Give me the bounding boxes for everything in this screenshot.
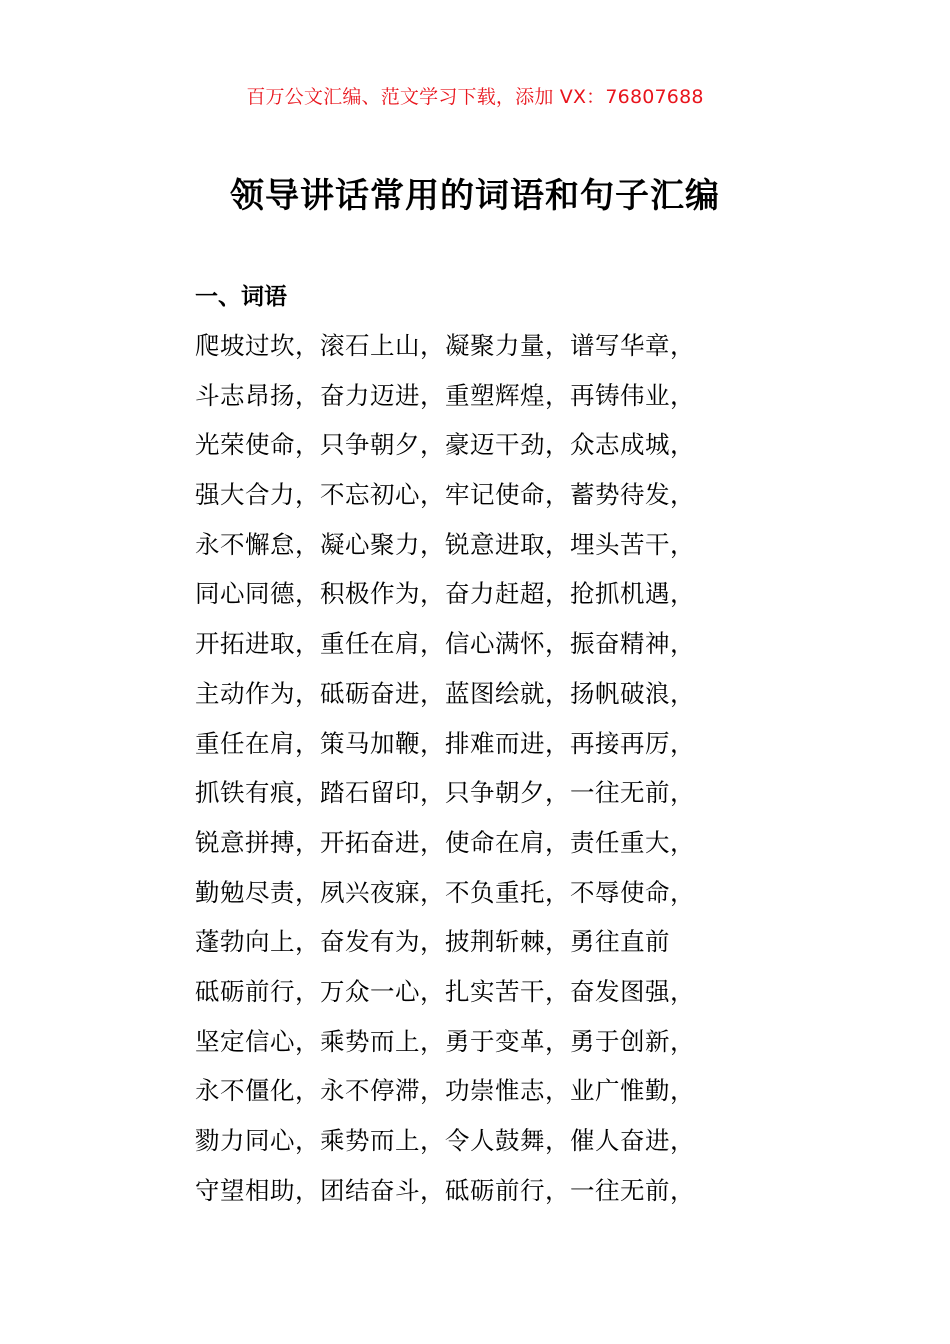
phrase-line: 锐意拼搏，开拓奋进，使命在肩，责任重大， [195, 827, 695, 857]
phrase-line: 勠力同心，乘势而上，令人鼓舞，催人奋进， [195, 1126, 695, 1155]
phrase-list [195, 330, 755, 1224]
phrase-line: 开拓进取，重任在肩，信心满怀，振奋精神， [195, 629, 695, 659]
phrase-line: 爬坡过坎，滚石上山，凝聚力量，谱写华章， [195, 331, 695, 360]
phrase-line: 砥砺前行，万众一心，扎实苦干，奋发图强， [195, 976, 695, 1006]
phrase-line: 蓬勃向上，奋发有为，披荆斩棘，勇往直前 [195, 927, 670, 957]
phrase-line: 同心同德，积极作为，奋力赶超，抢抓机遇， [195, 579, 695, 609]
document-title: 领导讲话常用的词语和句子汇编 [230, 176, 720, 216]
phrase-line: 永不懈怠，凝心聚力，锐意进取，埋头苦干， [195, 529, 695, 559]
section-heading: 一、词语 [195, 284, 287, 310]
phrase-line: 坚定信心，乘势而上，勇于变革，勇于创新， [195, 1026, 695, 1056]
download-notice: 百万公文汇编、范文学习下载，添加 VX：76807688 [246, 86, 704, 108]
phrase-line: 守望相助，团结奋斗，砥砺前行，一往无前， [195, 1175, 695, 1205]
phrase-line: 永不僵化，永不停滞，功崇惟志，业广惟勤， [195, 1076, 695, 1106]
phrase-line: 主动作为，砥砺奋进，蓝图绘就，扬帆破浪， [195, 678, 695, 708]
phrase-line: 勤勉尽责，夙兴夜寐，不负重托，不辱使命， [195, 877, 695, 907]
phrase-line: 重任在肩，策马加鞭，排难而进，再接再厉， [195, 728, 695, 758]
phrase-line: 强大合力，不忘初心，牢记使命，蓄势待发， [195, 480, 695, 510]
phrase-line: 斗志昂扬，奋力迈进，重塑辉煌，再铸伟业， [195, 380, 695, 410]
phrase-line: 光荣使命，只争朝夕，豪迈干劲，众志成城， [195, 430, 695, 460]
phrase-line: 抓铁有痕，踏石留印，只争朝夕，一往无前， [195, 778, 695, 808]
